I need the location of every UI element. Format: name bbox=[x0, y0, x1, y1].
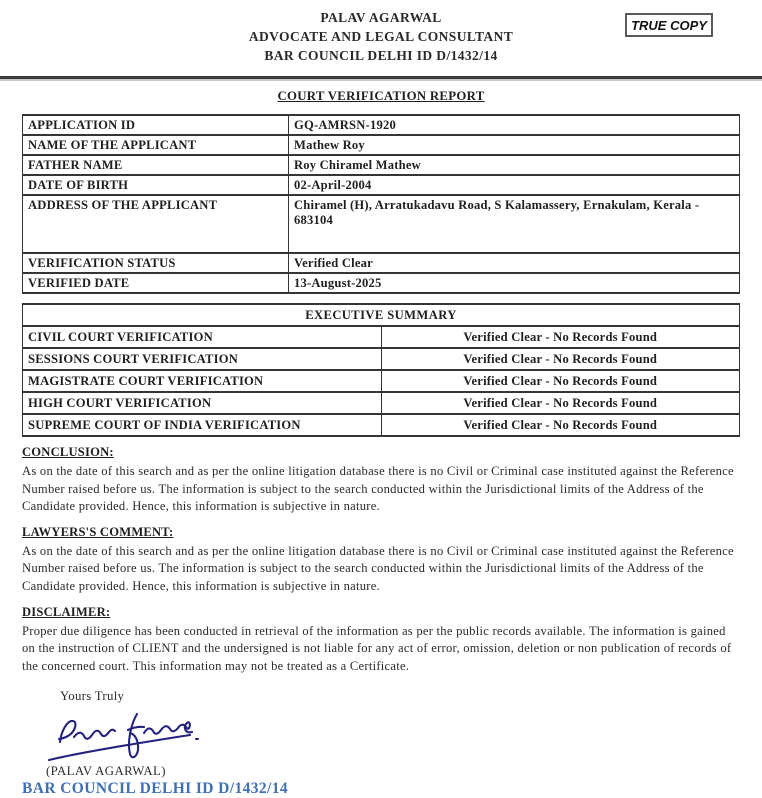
court-result: Verified Clear - No Records Found bbox=[381, 348, 740, 370]
table-row bbox=[23, 304, 740, 326]
field-label: NAME OF THE APPLICANT bbox=[23, 135, 289, 155]
table-row bbox=[23, 392, 740, 414]
field-value: GQ-AMRSN-1920 bbox=[289, 115, 740, 135]
section-body: As on the date of this search and as per the online litigation database there is no Civil or Criminal case instituted against the Reference Number raised before us. The information is subject to the search conducted within the Jurisdictional limits of the Address of the Candidate provided. Hence, this information is subjective in nature. bbox=[22, 464, 734, 514]
true-copy-stamp bbox=[625, 13, 713, 37]
table-row bbox=[23, 155, 740, 175]
field-value: 13-August-2025 bbox=[289, 273, 740, 293]
field-label: FATHER NAME bbox=[23, 155, 289, 175]
section-body: As on the date of this search and as per the online litigation database there is no Civil or Criminal case instituted against the Reference Number raised before us. The information is subject to the search conducted within the Jurisdictional limits of the Address of the Candidate provided. Hence, this information is subjective in nature. bbox=[22, 543, 734, 593]
conclusion-section bbox=[22, 445, 740, 516]
bar-council-id-line: BAR COUNCIL DELHI ID D/1432/14 bbox=[22, 780, 289, 798]
closing-line: Yours Truly bbox=[60, 689, 125, 704]
field-value: Chiramel (H), Arratukadavu Road, S Kalamassery, Ernakulam, Kerala - 683104 bbox=[289, 195, 740, 253]
table-row bbox=[23, 273, 740, 293]
field-label: ADDRESS OF THE APPLICANT bbox=[23, 195, 289, 253]
court-label: SUPREME COURT OF INDIA VERIFICATION bbox=[23, 414, 382, 436]
table-row bbox=[23, 175, 740, 195]
executive-summary-title: EXECUTIVE SUMMARY bbox=[23, 304, 740, 326]
table-row bbox=[23, 348, 740, 370]
field-label: VERIFICATION STATUS bbox=[23, 253, 289, 273]
court-label: SESSIONS COURT VERIFICATION bbox=[23, 348, 382, 370]
lawyers-comment-section bbox=[22, 525, 740, 596]
section-body: Proper due diligence has been conducted in retrieval of the information as per the public records available. The information is gained on the instruction of CLIENT and the undersigned is not liable for any act of error, omission, deletion or non publication of records of the concerned court. This information may not be treated as a Certificate. bbox=[22, 623, 732, 673]
section-heading: CONCLUSION: bbox=[22, 445, 114, 459]
applicant-details-table bbox=[22, 114, 740, 294]
header-divider bbox=[0, 76, 762, 79]
signature-icon bbox=[44, 708, 204, 764]
field-label: VERIFIED DATE bbox=[23, 273, 289, 293]
advocate-title: ADVOCATE AND LEGAL CONSULTANT bbox=[248, 29, 514, 44]
field-value: Verified Clear bbox=[289, 253, 740, 273]
executive-summary-table bbox=[22, 303, 740, 437]
section-heading: DISCLAIMER: bbox=[22, 604, 111, 619]
table-row bbox=[23, 414, 740, 436]
court-label: CIVIL COURT VERIFICATION bbox=[23, 326, 382, 348]
table-row bbox=[23, 135, 740, 155]
court-label: HIGH COURT VERIFICATION bbox=[23, 392, 382, 414]
advocate-name: PALAV AGARWAL bbox=[320, 10, 442, 25]
field-value: 02-April-2004 bbox=[289, 175, 740, 195]
court-result: Verified Clear - No Records Found bbox=[381, 370, 740, 392]
page-title: COURT VERIFICATION REPORT bbox=[277, 89, 485, 103]
table-row bbox=[23, 115, 740, 135]
field-label: DATE OF BIRTH bbox=[23, 175, 289, 195]
true-copy-stamp-label: TRUE COPY bbox=[631, 17, 707, 33]
narrative-sections bbox=[22, 445, 740, 675]
court-result: Verified Clear - No Records Found bbox=[381, 326, 740, 348]
court-result: Verified Clear - No Records Found bbox=[381, 392, 740, 414]
section-heading: LAWYERS'S COMMENT: bbox=[22, 524, 174, 539]
table-row bbox=[23, 195, 740, 253]
table-row bbox=[23, 253, 740, 273]
field-label: APPLICATION ID bbox=[23, 115, 289, 135]
court-result: Verified Clear - No Records Found bbox=[381, 414, 740, 436]
table-row bbox=[23, 326, 740, 348]
disclaimer-section bbox=[22, 605, 740, 676]
field-value: Mathew Roy bbox=[289, 135, 740, 155]
field-value: Roy Chiramel Mathew bbox=[289, 155, 740, 175]
court-label: MAGISTRATE COURT VERIFICATION bbox=[23, 370, 382, 392]
signatory-name: (PALAV AGARWAL) bbox=[46, 764, 166, 779]
table-row bbox=[23, 370, 740, 392]
advocate-bar-id: BAR COUNCIL DELHI ID D/1432/14 bbox=[264, 48, 498, 63]
